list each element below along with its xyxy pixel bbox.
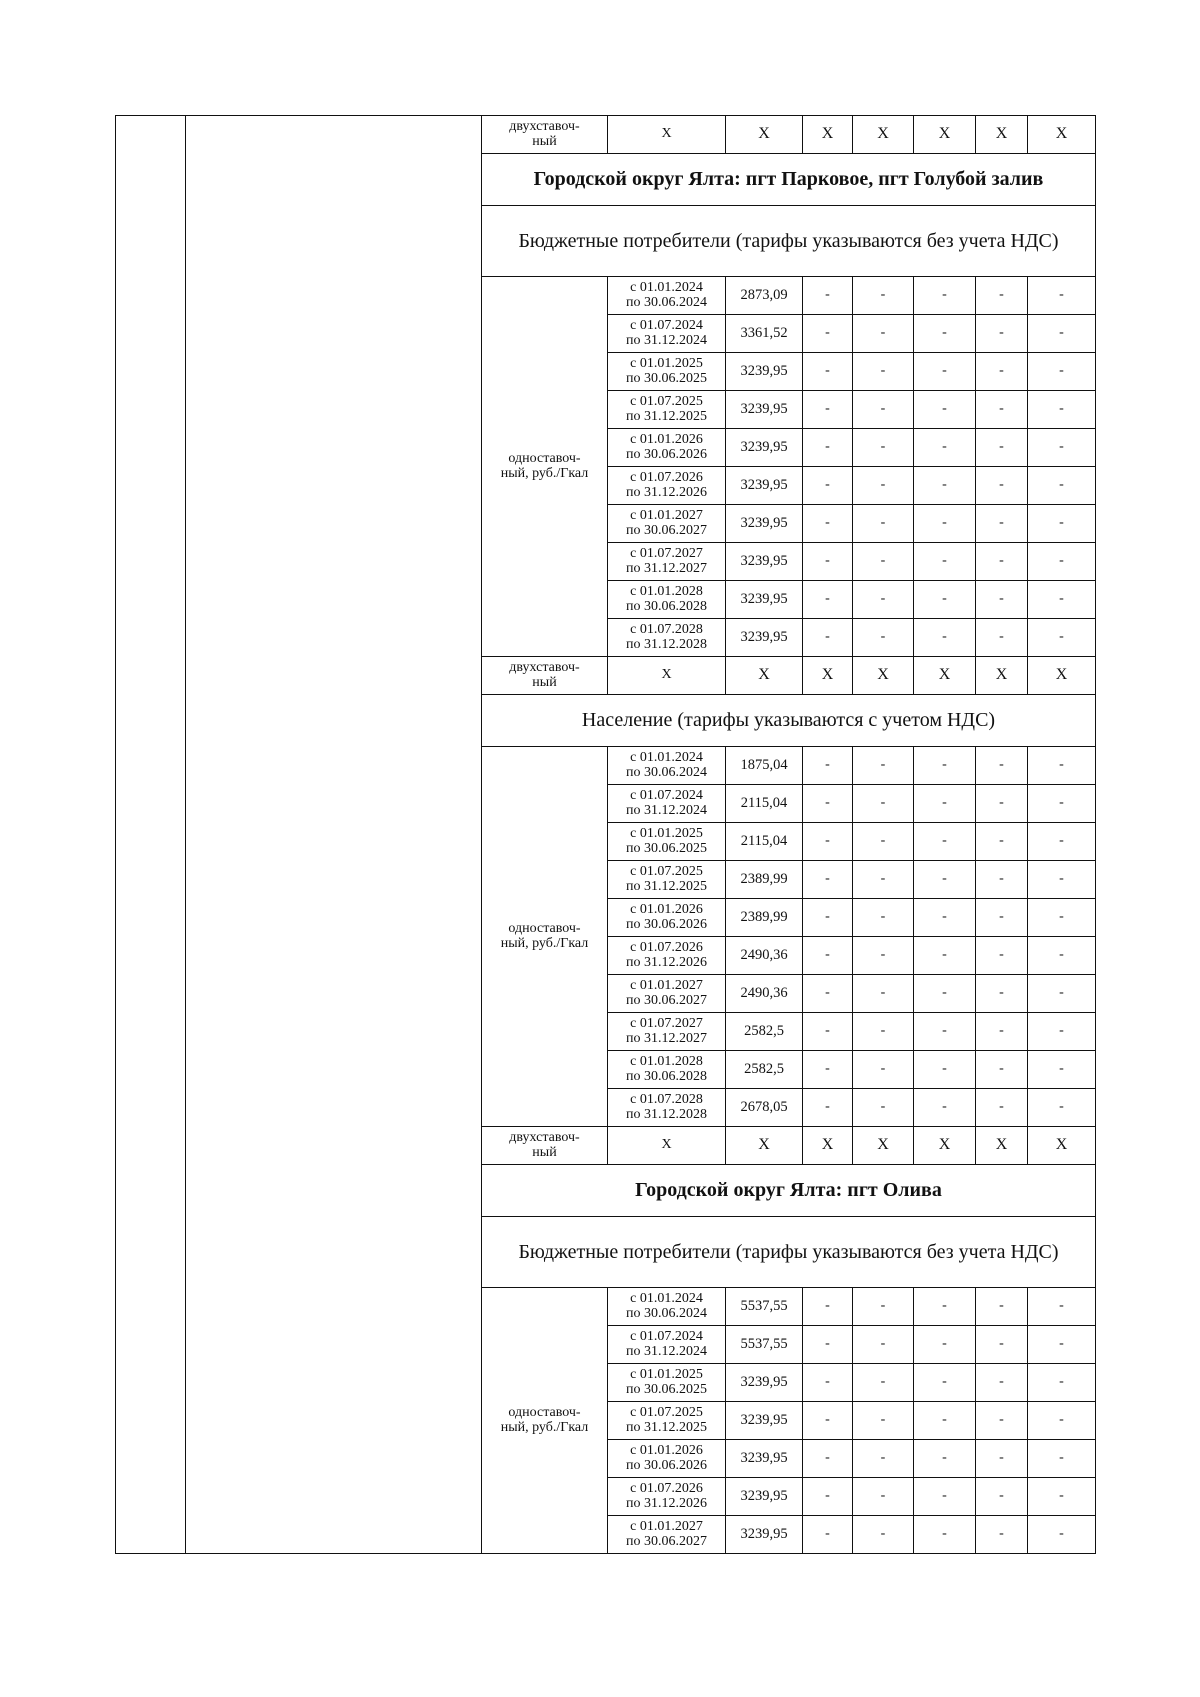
- dash-cell: -: [914, 315, 976, 353]
- period-cell: с 01.07.2028 по 31.12.2028: [608, 619, 726, 657]
- period-cell: с 01.01.2026 по 30.06.2026: [608, 429, 726, 467]
- dash-cell: -: [914, 1288, 976, 1326]
- two-rate-label: двухставоч- ный: [482, 1127, 608, 1165]
- dash-cell: -: [803, 861, 853, 899]
- x-cell: X: [914, 657, 976, 695]
- dash-cell: -: [803, 429, 853, 467]
- dash-cell: -: [914, 1402, 976, 1440]
- dash-cell: -: [914, 747, 976, 785]
- dash-cell: -: [976, 823, 1028, 861]
- dash-cell: -: [914, 581, 976, 619]
- dash-cell: -: [914, 543, 976, 581]
- x-cell: X: [853, 1127, 914, 1165]
- dash-cell: -: [853, 1013, 914, 1051]
- dash-cell: -: [976, 505, 1028, 543]
- dash-cell: -: [976, 747, 1028, 785]
- dash-cell: -: [803, 353, 853, 391]
- dash-cell: -: [803, 1288, 853, 1326]
- dash-cell: -: [803, 277, 853, 315]
- dash-cell: -: [853, 391, 914, 429]
- tariff-value: 2490,36: [726, 975, 803, 1013]
- two-rate-label: двухставоч- ный: [482, 657, 608, 695]
- dash-cell: -: [853, 1402, 914, 1440]
- dash-cell: -: [976, 1013, 1028, 1051]
- dash-cell: -: [853, 861, 914, 899]
- period-cell: с 01.01.2028 по 30.06.2028: [608, 581, 726, 619]
- dash-cell: -: [803, 899, 853, 937]
- dash-cell: -: [914, 975, 976, 1013]
- period-cell: с 01.07.2026 по 31.12.2026: [608, 937, 726, 975]
- dash-cell: -: [1028, 899, 1096, 937]
- tariff-value: 3239,95: [726, 1516, 803, 1554]
- dash-cell: -: [976, 353, 1028, 391]
- period-cell: с 01.07.2028 по 31.12.2028: [608, 1089, 726, 1127]
- dash-cell: -: [803, 747, 853, 785]
- dash-cell: -: [976, 861, 1028, 899]
- period-cell: с 01.07.2026 по 31.12.2026: [608, 467, 726, 505]
- dash-cell: -: [853, 1364, 914, 1402]
- dash-cell: -: [1028, 467, 1096, 505]
- x-cell: X: [608, 1127, 726, 1165]
- tariff-value: 3239,95: [726, 581, 803, 619]
- dash-cell: -: [803, 1478, 853, 1516]
- dash-cell: -: [976, 1089, 1028, 1127]
- dash-cell: -: [914, 505, 976, 543]
- tariff-value: 2389,99: [726, 861, 803, 899]
- dash-cell: -: [1028, 429, 1096, 467]
- tariff-value: 3239,95: [726, 353, 803, 391]
- two-rate-row: [116, 116, 1096, 154]
- x-cell: X: [726, 657, 803, 695]
- dash-cell: -: [853, 1516, 914, 1554]
- tariff-value: 2873,09: [726, 277, 803, 315]
- dash-cell: -: [1028, 543, 1096, 581]
- blank-column-1: [116, 116, 186, 1554]
- dash-cell: -: [914, 899, 976, 937]
- location-heading: Городской округ Ялта: пгт Олива: [482, 1165, 1096, 1217]
- dash-cell: -: [914, 1089, 976, 1127]
- dash-cell: -: [803, 315, 853, 353]
- tariff-value: 5537,55: [726, 1326, 803, 1364]
- tariff-value: 2115,04: [726, 823, 803, 861]
- period-cell: с 01.01.2025 по 30.06.2025: [608, 353, 726, 391]
- dash-cell: -: [803, 785, 853, 823]
- dash-cell: -: [1028, 747, 1096, 785]
- dash-cell: -: [803, 1364, 853, 1402]
- dash-cell: -: [1028, 619, 1096, 657]
- dash-cell: -: [853, 937, 914, 975]
- dash-cell: -: [803, 1402, 853, 1440]
- dash-cell: -: [976, 619, 1028, 657]
- dash-cell: -: [976, 1288, 1028, 1326]
- dash-cell: -: [803, 467, 853, 505]
- dash-cell: -: [853, 581, 914, 619]
- dash-cell: -: [853, 1478, 914, 1516]
- x-cell: X: [1028, 1127, 1096, 1165]
- period-cell: с 01.07.2025 по 31.12.2025: [608, 1402, 726, 1440]
- x-cell: X: [976, 657, 1028, 695]
- dash-cell: -: [853, 353, 914, 391]
- x-cell: X: [1028, 116, 1096, 154]
- x-cell: X: [803, 1127, 853, 1165]
- dash-cell: -: [914, 391, 976, 429]
- dash-cell: -: [803, 1516, 853, 1554]
- dash-cell: -: [976, 1402, 1028, 1440]
- dash-cell: -: [976, 429, 1028, 467]
- period-cell: с 01.01.2024 по 30.06.2024: [608, 1288, 726, 1326]
- dash-cell: -: [853, 1326, 914, 1364]
- tariff-value: 3239,95: [726, 1402, 803, 1440]
- one-rate-label: одноставоч- ный, руб./Гкал: [482, 1288, 608, 1554]
- x-cell: X: [853, 657, 914, 695]
- dash-cell: -: [976, 937, 1028, 975]
- dash-cell: -: [976, 785, 1028, 823]
- dash-cell: -: [853, 277, 914, 315]
- dash-cell: -: [1028, 823, 1096, 861]
- period-cell: с 01.01.2024 по 30.06.2024: [608, 747, 726, 785]
- tariff-table: [115, 115, 1096, 1554]
- dash-cell: -: [976, 1478, 1028, 1516]
- dash-cell: -: [914, 277, 976, 315]
- dash-cell: -: [853, 315, 914, 353]
- dash-cell: -: [803, 619, 853, 657]
- location-heading: Городской округ Ялта: пгт Парковое, пгт Голубой залив: [482, 154, 1096, 206]
- period-cell: с 01.07.2027 по 31.12.2027: [608, 1013, 726, 1051]
- dash-cell: -: [976, 899, 1028, 937]
- tariff-value: 3239,95: [726, 619, 803, 657]
- period-cell: с 01.01.2025 по 30.06.2025: [608, 1364, 726, 1402]
- dash-cell: -: [803, 581, 853, 619]
- dash-cell: -: [976, 277, 1028, 315]
- dash-cell: -: [976, 1364, 1028, 1402]
- dash-cell: -: [1028, 1440, 1096, 1478]
- x-cell: X: [803, 657, 853, 695]
- group-title: Население (тарифы указываются с учетом НДС): [482, 695, 1096, 747]
- dash-cell: -: [803, 505, 853, 543]
- dash-cell: -: [914, 785, 976, 823]
- dash-cell: -: [976, 315, 1028, 353]
- dash-cell: -: [1028, 581, 1096, 619]
- dash-cell: -: [976, 1051, 1028, 1089]
- period-cell: с 01.01.2028 по 30.06.2028: [608, 1051, 726, 1089]
- x-cell: X: [608, 657, 726, 695]
- period-cell: с 01.01.2027 по 30.06.2027: [608, 505, 726, 543]
- dash-cell: -: [853, 975, 914, 1013]
- dash-cell: -: [853, 543, 914, 581]
- dash-cell: -: [803, 391, 853, 429]
- dash-cell: -: [1028, 1288, 1096, 1326]
- tariff-value: 1875,04: [726, 747, 803, 785]
- dash-cell: -: [853, 1051, 914, 1089]
- dash-cell: -: [1028, 1089, 1096, 1127]
- dash-cell: -: [803, 975, 853, 1013]
- dash-cell: -: [803, 937, 853, 975]
- tariff-table-body: [116, 116, 1096, 1554]
- tariff-value: 3239,95: [726, 429, 803, 467]
- one-rate-label: одноставоч- ный, руб./Гкал: [482, 747, 608, 1127]
- two-rate-label: двухставоч- ный: [482, 116, 608, 154]
- period-cell: с 01.01.2027 по 30.06.2027: [608, 975, 726, 1013]
- dash-cell: -: [914, 1051, 976, 1089]
- dash-cell: -: [1028, 1402, 1096, 1440]
- dash-cell: -: [1028, 861, 1096, 899]
- dash-cell: -: [1028, 315, 1096, 353]
- tariff-value: 2490,36: [726, 937, 803, 975]
- dash-cell: -: [803, 1013, 853, 1051]
- period-cell: с 01.07.2026 по 31.12.2026: [608, 1478, 726, 1516]
- tariff-value: 3239,95: [726, 543, 803, 581]
- group-title: Бюджетные потребители (тарифы указываются без учета НДС): [482, 206, 1096, 277]
- dash-cell: -: [1028, 505, 1096, 543]
- tariff-value: 3239,95: [726, 391, 803, 429]
- dash-cell: -: [853, 429, 914, 467]
- dash-cell: -: [914, 823, 976, 861]
- dash-cell: -: [853, 785, 914, 823]
- dash-cell: -: [803, 1326, 853, 1364]
- dash-cell: -: [853, 1440, 914, 1478]
- tariff-value: 2389,99: [726, 899, 803, 937]
- dash-cell: -: [803, 1089, 853, 1127]
- period-cell: с 01.07.2024 по 31.12.2024: [608, 315, 726, 353]
- dash-cell: -: [976, 975, 1028, 1013]
- x-cell: X: [976, 116, 1028, 154]
- period-cell: с 01.07.2025 по 31.12.2025: [608, 861, 726, 899]
- dash-cell: -: [1028, 391, 1096, 429]
- x-cell: X: [726, 1127, 803, 1165]
- dash-cell: -: [914, 1440, 976, 1478]
- dash-cell: -: [1028, 1516, 1096, 1554]
- period-cell: с 01.01.2025 по 30.06.2025: [608, 823, 726, 861]
- dash-cell: -: [803, 1440, 853, 1478]
- dash-cell: -: [914, 861, 976, 899]
- dash-cell: -: [914, 1364, 976, 1402]
- x-cell: X: [914, 1127, 976, 1165]
- period-cell: с 01.07.2027 по 31.12.2027: [608, 543, 726, 581]
- dash-cell: -: [914, 1326, 976, 1364]
- period-cell: с 01.07.2025 по 31.12.2025: [608, 391, 726, 429]
- dash-cell: -: [803, 543, 853, 581]
- period-cell: с 01.01.2026 по 30.06.2026: [608, 899, 726, 937]
- dash-cell: -: [1028, 1051, 1096, 1089]
- dash-cell: -: [1028, 353, 1096, 391]
- x-cell: X: [1028, 657, 1096, 695]
- dash-cell: -: [976, 467, 1028, 505]
- dash-cell: -: [914, 353, 976, 391]
- tariff-value: 3239,95: [726, 1440, 803, 1478]
- dash-cell: -: [976, 543, 1028, 581]
- dash-cell: -: [803, 1051, 853, 1089]
- dash-cell: -: [914, 1516, 976, 1554]
- tariff-value: 3239,95: [726, 1478, 803, 1516]
- dash-cell: -: [976, 581, 1028, 619]
- dash-cell: -: [853, 1288, 914, 1326]
- dash-cell: -: [1028, 937, 1096, 975]
- tariff-value: 2678,05: [726, 1089, 803, 1127]
- dash-cell: -: [914, 1478, 976, 1516]
- dash-cell: -: [976, 1516, 1028, 1554]
- period-cell: с 01.07.2024 по 31.12.2024: [608, 785, 726, 823]
- x-cell: X: [803, 116, 853, 154]
- x-cell: X: [914, 116, 976, 154]
- dash-cell: -: [853, 823, 914, 861]
- period-cell: с 01.07.2024 по 31.12.2024: [608, 1326, 726, 1364]
- x-cell: X: [726, 116, 803, 154]
- tariff-value: 5537,55: [726, 1288, 803, 1326]
- dash-cell: -: [853, 619, 914, 657]
- one-rate-label: одноставоч- ный, руб./Гкал: [482, 277, 608, 657]
- dash-cell: -: [976, 391, 1028, 429]
- dash-cell: -: [1028, 1478, 1096, 1516]
- dash-cell: -: [853, 505, 914, 543]
- period-cell: с 01.01.2024 по 30.06.2024: [608, 277, 726, 315]
- dash-cell: -: [914, 937, 976, 975]
- dash-cell: -: [1028, 975, 1096, 1013]
- dash-cell: -: [1028, 785, 1096, 823]
- tariff-value: 2582,5: [726, 1051, 803, 1089]
- period-cell: с 01.01.2026 по 30.06.2026: [608, 1440, 726, 1478]
- dash-cell: -: [853, 1089, 914, 1127]
- x-cell: X: [608, 116, 726, 154]
- dash-cell: -: [1028, 277, 1096, 315]
- dash-cell: -: [803, 823, 853, 861]
- tariff-value: 3361,52: [726, 315, 803, 353]
- dash-cell: -: [976, 1326, 1028, 1364]
- dash-cell: -: [976, 1440, 1028, 1478]
- x-cell: X: [976, 1127, 1028, 1165]
- dash-cell: -: [914, 467, 976, 505]
- x-cell: X: [853, 116, 914, 154]
- dash-cell: -: [1028, 1326, 1096, 1364]
- dash-cell: -: [914, 619, 976, 657]
- dash-cell: -: [853, 467, 914, 505]
- tariff-value: 3239,95: [726, 467, 803, 505]
- tariff-value: 3239,95: [726, 505, 803, 543]
- dash-cell: -: [853, 899, 914, 937]
- tariff-value: 2582,5: [726, 1013, 803, 1051]
- dash-cell: -: [1028, 1364, 1096, 1402]
- period-cell: с 01.01.2027 по 30.06.2027: [608, 1516, 726, 1554]
- tariff-value: 2115,04: [726, 785, 803, 823]
- dash-cell: -: [853, 747, 914, 785]
- group-title: Бюджетные потребители (тарифы указываются без учета НДС): [482, 1217, 1096, 1288]
- tariff-value: 3239,95: [726, 1364, 803, 1402]
- dash-cell: -: [1028, 1013, 1096, 1051]
- blank-column-2: [186, 116, 482, 1554]
- dash-cell: -: [914, 1013, 976, 1051]
- dash-cell: -: [914, 429, 976, 467]
